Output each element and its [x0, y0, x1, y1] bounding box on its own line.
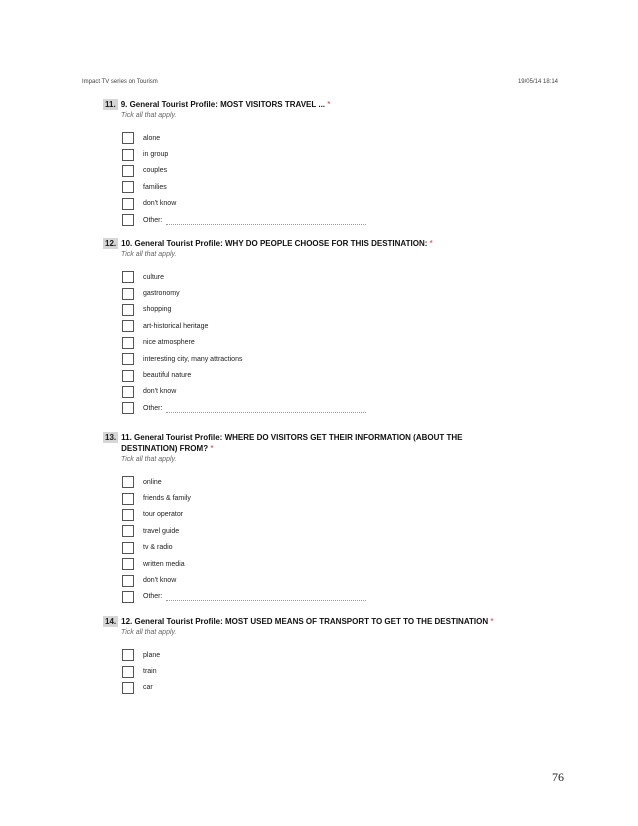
option[interactable] [122, 663, 523, 679]
checkbox[interactable] [122, 591, 134, 603]
option-label: nice atmosphere [143, 339, 195, 347]
option-label: written media [143, 560, 185, 568]
option[interactable] [122, 163, 523, 179]
option-label: friends & family [143, 495, 191, 503]
option[interactable] [122, 556, 523, 572]
question-number: 12. [105, 239, 117, 248]
options-list [122, 647, 523, 696]
option-other[interactable] [122, 212, 523, 228]
checkbox[interactable] [122, 198, 134, 210]
other-label: Other: [143, 593, 163, 601]
option-label: shopping [143, 306, 172, 314]
checkbox[interactable] [122, 214, 134, 226]
option[interactable] [122, 285, 523, 301]
option[interactable] [122, 318, 523, 334]
option-label: plane [143, 651, 161, 659]
question-number: 13. [105, 433, 117, 442]
required-marker: * [327, 100, 331, 109]
question-11 [103, 99, 523, 228]
option[interactable] [122, 647, 523, 663]
option-other[interactable] [122, 589, 523, 605]
checkbox[interactable] [122, 493, 134, 505]
checkbox[interactable] [122, 304, 134, 316]
option-label: families [143, 183, 167, 191]
option-label: train [143, 668, 157, 676]
question-hint: Tick all that apply. [121, 456, 177, 463]
question-title: 11. General Tourist Profile: WHERE DO VISITORS GET THEIR INFORMATION (ABOUT THE DESTINATION) FROM? * [121, 433, 463, 453]
checkbox[interactable] [122, 132, 134, 144]
header-document-title: Impact TV series on Tourism [82, 79, 158, 85]
option-label: interesting city, many attractions [143, 355, 243, 363]
question-13 [103, 432, 523, 605]
checkbox[interactable] [122, 649, 134, 661]
checkbox[interactable] [122, 542, 134, 554]
checkbox[interactable] [122, 558, 134, 570]
question-12 [103, 238, 523, 417]
question-title: 12. General Tourist Profile: MOST USED MEANS OF TRANSPORT TO GET TO THE DESTINATION * [121, 617, 494, 626]
checkbox[interactable] [122, 682, 134, 694]
option-label: car [143, 684, 153, 692]
question-14 [103, 616, 523, 696]
option-label: tour operator [143, 511, 184, 519]
checkbox[interactable] [122, 271, 134, 283]
option[interactable] [122, 146, 523, 162]
other-text-field[interactable] [166, 600, 366, 601]
option[interactable] [122, 179, 523, 195]
checkbox[interactable] [122, 575, 134, 587]
option[interactable] [122, 130, 523, 146]
option[interactable] [122, 384, 523, 400]
checkbox[interactable] [122, 181, 134, 193]
checkbox[interactable] [122, 476, 134, 488]
required-marker: * [210, 444, 214, 453]
checkbox[interactable] [122, 370, 134, 382]
option-label: couples [143, 167, 168, 175]
other-label: Other: [143, 216, 163, 224]
checkbox[interactable] [122, 337, 134, 349]
checkbox[interactable] [122, 402, 134, 414]
page-number: 76 [552, 770, 564, 784]
option-label: online [143, 478, 162, 486]
option-label: travel guide [143, 527, 180, 535]
required-marker: * [490, 617, 494, 626]
option-label: beautiful nature [143, 372, 192, 380]
checkbox[interactable] [122, 525, 134, 537]
checkbox[interactable] [122, 353, 134, 365]
option-label: tv & radio [143, 544, 173, 552]
checkbox[interactable] [122, 386, 134, 398]
checkbox[interactable] [122, 149, 134, 161]
option-label: don't know [143, 388, 177, 396]
option-label: in group [143, 151, 169, 159]
options-list [122, 130, 523, 228]
other-text-field[interactable] [166, 412, 366, 413]
option-label: alone [143, 134, 161, 142]
option[interactable] [122, 540, 523, 556]
options-list [122, 269, 523, 417]
option-label: don't know [143, 200, 177, 208]
question-title: 9. General Tourist Profile: MOST VISITORS TRAVEL ... * [120, 100, 331, 109]
option-label: don't know [143, 577, 177, 585]
option[interactable] [122, 196, 523, 212]
question-number: 14. [105, 617, 117, 626]
option-label: culture [143, 273, 165, 281]
option-label: gastronomy [143, 290, 180, 298]
header-timestamp: 19/05/14 18:14 [517, 79, 558, 85]
question-hint: Tick all that apply. [121, 251, 177, 258]
option[interactable] [122, 367, 523, 383]
checkbox[interactable] [122, 165, 134, 177]
question-number: 11. [105, 100, 116, 109]
option[interactable] [122, 490, 523, 506]
required-marker: * [429, 239, 433, 248]
option[interactable] [122, 507, 523, 523]
option[interactable] [122, 474, 523, 490]
option[interactable] [122, 269, 523, 285]
checkbox[interactable] [122, 320, 134, 332]
option[interactable] [122, 335, 523, 351]
question-hint: Tick all that apply. [121, 629, 177, 636]
checkbox[interactable] [122, 509, 134, 521]
option[interactable] [122, 351, 523, 367]
other-text-field[interactable] [166, 224, 366, 225]
other-label: Other: [143, 404, 163, 412]
checkbox[interactable] [122, 666, 134, 678]
option[interactable] [122, 302, 523, 318]
checkbox[interactable] [122, 288, 134, 300]
option[interactable] [122, 680, 523, 696]
option-label: art-historical heritage [143, 322, 209, 330]
question-hint: Tick all that apply. [121, 112, 177, 119]
option-other[interactable] [122, 400, 523, 416]
question-title: 10. General Tourist Profile: WHY DO PEOPLE CHOOSE FOR THIS DESTINATION: * [121, 239, 433, 248]
options-list [122, 474, 523, 605]
option[interactable] [122, 523, 523, 539]
option[interactable] [122, 572, 523, 588]
